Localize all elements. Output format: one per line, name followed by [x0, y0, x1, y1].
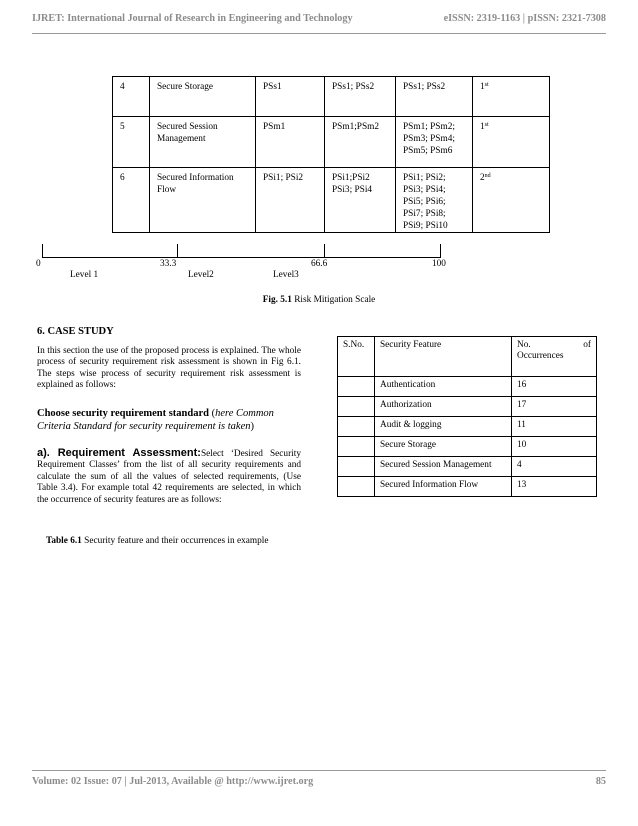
table-row: [338, 477, 597, 497]
table-row: [113, 168, 550, 233]
standard-paragraph: Choose security requirement standard (here Common Criteria Standard for security requirement is taken): [37, 408, 274, 432]
scale-label: 0: [36, 259, 41, 269]
row-number: 6: [113, 168, 150, 233]
header-feature: Security Feature: [375, 337, 512, 377]
table-row: [338, 437, 597, 457]
feature-name: Secure Storage: [150, 77, 256, 117]
cell: PSs1: [256, 77, 325, 117]
running-footer: [32, 776, 606, 787]
rank: 2nd: [473, 168, 550, 233]
table-row: [338, 377, 597, 397]
sno-cell: [338, 377, 375, 397]
feature-cell: Secured Session Management: [375, 457, 512, 477]
header-rule: [32, 33, 606, 34]
row-number: 5: [113, 117, 150, 168]
row-number: 4: [113, 77, 150, 117]
table-row: [113, 77, 550, 117]
rank: 1st: [473, 77, 550, 117]
sno-cell: [338, 437, 375, 457]
table-row: [338, 457, 597, 477]
feature-cell: Authorization: [375, 397, 512, 417]
feature-name: Secured Session Management: [150, 117, 256, 168]
page-number: 85: [595, 776, 606, 787]
journal-title: IJRET: International Journal of Research in Engineering and Technology: [32, 13, 353, 24]
level-label: Level2: [188, 270, 214, 280]
cell: PSm1: [256, 117, 325, 168]
header-sno: S.No.: [338, 337, 375, 377]
sno-cell: [338, 477, 375, 497]
table-row: [338, 417, 597, 437]
table-caption: [46, 536, 268, 546]
figure-caption-text: Risk Mitigation Scale: [291, 295, 376, 305]
count-cell: 13: [512, 477, 597, 497]
cell: PSm1; PSm2; PSm3; PSm4; PSm5; PSm6: [396, 117, 473, 168]
count-cell: 4: [512, 457, 597, 477]
sno-cell: [338, 457, 375, 477]
requirement-heading: a). Requirement Assessment:: [37, 447, 201, 459]
rank: 1st: [473, 117, 550, 168]
table-row: [338, 397, 597, 417]
cell: PSs1; PSs2: [325, 77, 396, 117]
cell: PSs1; PSs2: [396, 77, 473, 117]
intro-paragraph: In this section the use of the proposed process is explained. The whole process of security requirement risk assessment is shown in Fig 6.1. The steps wise process of security requirement risk assessment is explained as follows:: [37, 346, 301, 391]
running-header: [32, 13, 606, 24]
feature-cell: Authentication: [375, 377, 512, 397]
feature-name: Secured Information Flow: [150, 168, 256, 233]
sno-cell: [338, 397, 375, 417]
scale-label: 66.6: [311, 259, 328, 269]
scale-tick: [42, 244, 43, 258]
table-header-row: [338, 337, 597, 377]
cell: PSm1;PSm2: [325, 117, 396, 168]
scale-tick: [440, 244, 441, 258]
requirement-paragraph: a). Requirement Assessment:Select ‘Desired Security Requirement Classes’ from the list of all security requirements and calculate the sum of all the values of selected requirements, (Use Table 3.4). For example total 42 requirements are selected, in which the occurrence of security features are as follows:: [37, 447, 301, 505]
cell: PSi1; PSi2: [256, 168, 325, 233]
table-caption-text: Security feature and their occurrences in example: [81, 536, 269, 546]
header-occurrences: No. of Occurrences: [512, 337, 597, 377]
scale-tick: [324, 244, 325, 258]
figure-label: Fig. 5.1: [262, 295, 292, 305]
count-cell: 10: [512, 437, 597, 457]
count-cell: 16: [512, 377, 597, 397]
cell: PSi1;PSi2 PSi3; PSi4: [325, 168, 396, 233]
level-label: Level 1: [70, 270, 99, 280]
risk-table: [112, 76, 550, 233]
scale-axis: [42, 257, 440, 258]
security-feature-table: [337, 336, 597, 497]
count-cell: 11: [512, 417, 597, 437]
figure-caption: [0, 295, 638, 305]
feature-cell: Secure Storage: [375, 437, 512, 457]
section-heading: 6. CASE STUDY: [37, 326, 114, 337]
issn: eISSN: 2319-1163 | pISSN: 2321-7308: [443, 13, 606, 24]
scale-label: 100: [432, 259, 446, 269]
feature-cell: Secured Information Flow: [375, 477, 512, 497]
level-label: Level3: [273, 270, 299, 280]
sno-cell: [338, 417, 375, 437]
footer-rule: [32, 770, 606, 771]
cell: PSi1; PSi2; PSi3; PSi4; PSi5; PSi6; PSi7; PSi8; PSi9; PSi10: [396, 168, 473, 233]
risk-mitigation-scale: [0, 240, 638, 280]
table-row: [113, 117, 550, 168]
table-label: Table 6.1: [46, 536, 82, 546]
scale-label: 33.3: [160, 259, 177, 269]
volume-info: Volume: 02 Issue: 07 | Jul-2013, Available @ http://www.ijret.org: [32, 776, 314, 787]
scale-tick: [177, 244, 178, 258]
feature-cell: Audit & logging: [375, 417, 512, 437]
count-cell: 17: [512, 397, 597, 417]
